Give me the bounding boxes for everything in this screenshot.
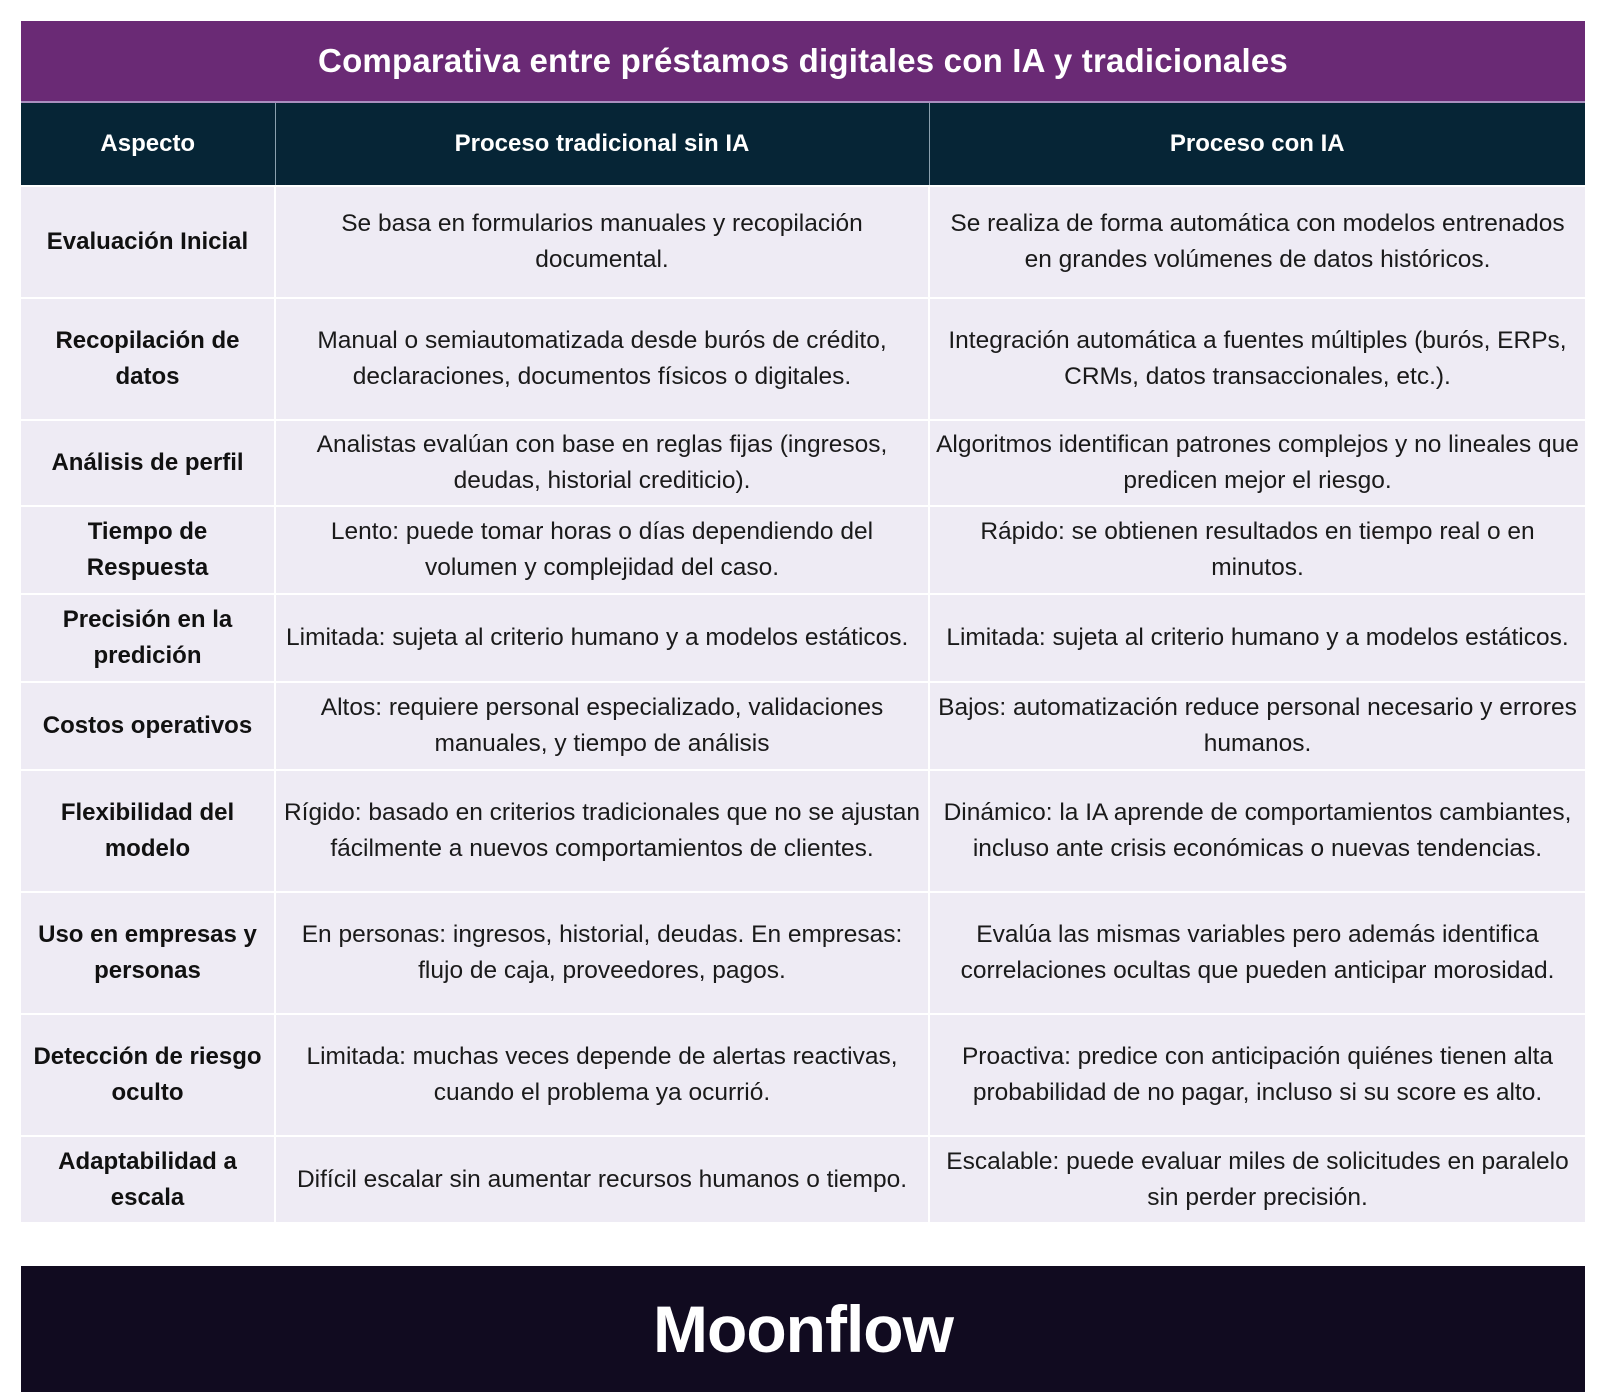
traditional-cell: Manual o semiautomatizada desde burós de crédito, declaraciones, documentos físicos o digitales. xyxy=(275,298,929,420)
column-header-ai: Proceso con IA xyxy=(929,103,1585,186)
ai-cell: Se realiza de forma automática con modelos entrenados en grandes volúmenes de datos históricos. xyxy=(929,186,1585,298)
ai-cell: Rápido: se obtienen resultados en tiempo real o en minutos. xyxy=(929,506,1585,594)
aspect-cell: Uso en empresas y personas xyxy=(21,892,275,1014)
aspect-cell: Análisis de perfil xyxy=(21,420,275,506)
table-row xyxy=(21,594,1585,682)
aspect-cell: Adaptabilidad a escala xyxy=(21,1136,275,1222)
column-header-aspect: Aspecto xyxy=(21,103,275,186)
ai-cell: Dinámico: la IA aprende de comportamientos cambiantes, incluso ante crisis económicas o nuevas tendencias. xyxy=(929,770,1585,892)
traditional-cell: Lento: puede tomar horas o días dependiendo del volumen y complejidad del caso. xyxy=(275,506,929,594)
traditional-cell: Limitada: muchas veces depende de alertas reactivas, cuando el problema ya ocurrió. xyxy=(275,1014,929,1136)
traditional-cell: En personas: ingresos, historial, deudas. En empresas: flujo de caja, proveedores, pagos. xyxy=(275,892,929,1014)
table-row xyxy=(21,506,1585,594)
table-row xyxy=(21,770,1585,892)
comparison-table xyxy=(21,103,1585,1222)
aspect-cell: Evaluación Inicial xyxy=(21,186,275,298)
ai-cell: Evalúa las mismas variables pero además identifica correlaciones ocultas que pueden anticipar morosidad. xyxy=(929,892,1585,1014)
aspect-cell: Recopilación de datos xyxy=(21,298,275,420)
table-row xyxy=(21,186,1585,298)
traditional-cell: Altos: requiere personal especializado, validaciones manuales, y tiempo de análisis xyxy=(275,682,929,770)
column-header-traditional: Proceso tradicional sin IA xyxy=(275,103,929,186)
aspect-cell: Flexibilidad del modelo xyxy=(21,770,275,892)
ai-cell: Limitada: sujeta al criterio humano y a modelos estáticos. xyxy=(929,594,1585,682)
ai-cell: Algoritmos identifican patrones complejos y no lineales que predicen mejor el riesgo. xyxy=(929,420,1585,506)
ai-cell: Escalable: puede evaluar miles de solicitudes en paralelo sin perder precisión. xyxy=(929,1136,1585,1222)
table-row xyxy=(21,1136,1585,1222)
traditional-cell: Difícil escalar sin aumentar recursos humanos o tiempo. xyxy=(275,1136,929,1222)
table-row xyxy=(21,298,1585,420)
ai-cell: Proactiva: predice con anticipación quiénes tienen alta probabilidad de no pagar, incluso si su score es alto. xyxy=(929,1014,1585,1136)
comparison-document xyxy=(21,21,1585,1222)
aspect-cell: Precisión en la predición xyxy=(21,594,275,682)
page-title: Comparativa entre préstamos digitales con IA y tradicionales xyxy=(21,21,1585,103)
table-row xyxy=(21,682,1585,770)
aspect-cell: Tiempo de Respuesta xyxy=(21,506,275,594)
table-row xyxy=(21,1014,1585,1136)
ai-cell: Bajos: automatización reduce personal necesario y errores humanos. xyxy=(929,682,1585,770)
traditional-cell: Limitada: sujeta al criterio humano y a modelos estáticos. xyxy=(275,594,929,682)
aspect-cell: Detección de riesgo oculto xyxy=(21,1014,275,1136)
brand-logo: Moonflow xyxy=(653,1292,953,1366)
ai-cell: Integración automática a fuentes múltiples (burós, ERPs, CRMs, datos transaccionales, etc.). xyxy=(929,298,1585,420)
table-row xyxy=(21,420,1585,506)
traditional-cell: Analistas evalúan con base en reglas fijas (ingresos, deudas, historial crediticio). xyxy=(275,420,929,506)
table-header-row xyxy=(21,103,1585,186)
table-row xyxy=(21,892,1585,1014)
footer-banner xyxy=(21,1266,1585,1392)
traditional-cell: Se basa en formularios manuales y recopilación documental. xyxy=(275,186,929,298)
traditional-cell: Rígido: basado en criterios tradicionales que no se ajustan fácilmente a nuevos comportamientos de clientes. xyxy=(275,770,929,892)
aspect-cell: Costos operativos xyxy=(21,682,275,770)
